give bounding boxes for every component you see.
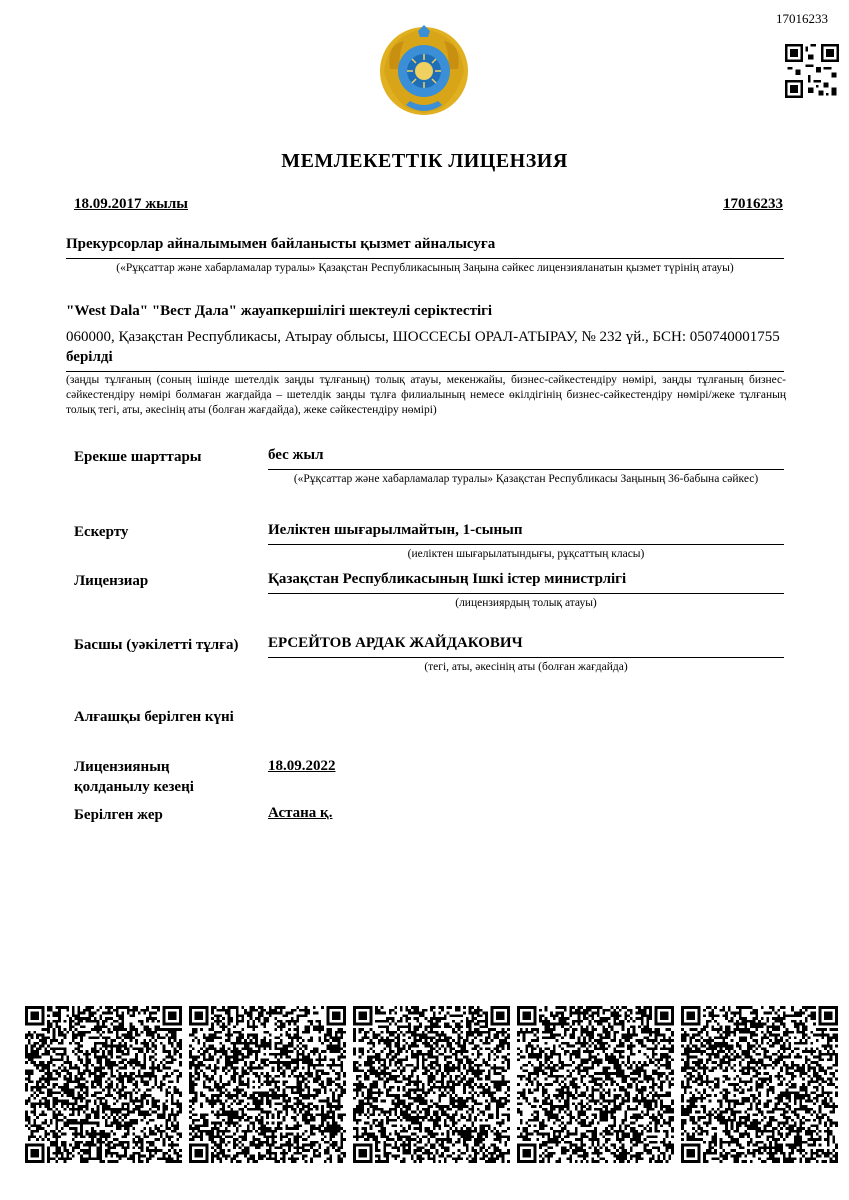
qr-code-icon — [353, 1006, 510, 1163]
qr-code-icon — [517, 1006, 674, 1163]
head-note: (тегі, аты, әкесінің аты (болған жағдайда) — [424, 661, 628, 673]
head-label: Басшы (уәкілетті тұлға) — [74, 637, 239, 653]
remark-rule — [268, 544, 784, 545]
activity-rule — [66, 258, 784, 259]
activity-note: («Рұқсаттар және хабарламалар туралы» Қазақстан Республикасының Заңына сәйкес лицензияланатын қызмет түрінің атауы) — [116, 262, 734, 274]
remark-label: Ескерту — [74, 524, 129, 540]
issue-date: 18.09.2017 жылы — [74, 196, 188, 212]
qr-code-icon — [25, 1006, 182, 1163]
place-label: Берілген жер — [74, 807, 163, 823]
state-emblem-icon — [378, 25, 470, 117]
footer-qr-codes — [25, 1006, 838, 1163]
head-value: ЕРСЕЙТОВ АРДАК ЖАЙДАКОВИЧ — [268, 635, 523, 651]
licensor-value: Қазақстан Республикасының Ішкі істер министрлігі — [268, 571, 627, 587]
remark-note: (иеліктен шығарылатындығы, рұқсаттың класы) — [407, 548, 645, 560]
activity-type: Прекурсорлар айналымымен байланысты қызмет айналысуға — [66, 236, 496, 252]
licensor-label: Лицензиар — [74, 573, 149, 589]
licensee-issued-word: берілді — [66, 349, 113, 365]
qr-code-icon — [189, 1006, 346, 1163]
licensee-rule — [66, 371, 784, 372]
remark-value: Иеліктен шығарылмайтын, 1-сынып — [268, 522, 523, 538]
qr-code-icon — [785, 44, 839, 98]
validity-label-line1: Лицензияның — [74, 759, 170, 775]
special-conditions-note: («Рұқсаттар және хабарламалар туралы» Қазақстан Республикасы Заңының 36-бабына сәйкес) — [293, 473, 759, 485]
place-value: Астана қ. — [268, 805, 333, 821]
special-conditions-label: Ерекше шарттары — [74, 449, 202, 465]
licensee-address-block — [66, 327, 786, 367]
validity-label-line2: қолданылу кезеңі — [74, 779, 194, 795]
licensee-address: 060000, Қазақстан Республикасы, Атырау облысы, ШОССЕСЫ ОРАЛ-АТЫРАУ, № 232 үй., БСН: 050740001755 — [66, 329, 780, 345]
first-issue-label: Алғашқы берілген күні — [74, 709, 234, 725]
head-rule — [268, 657, 784, 658]
special-conditions-rule — [268, 469, 784, 470]
license-number: 17016233 — [723, 196, 783, 212]
licensor-rule — [268, 593, 784, 594]
document-title: МЕМЛЕКЕТТІК ЛИЦЕНЗИЯ — [281, 150, 568, 172]
licensor-note: (лицензиярдың толық атауы) — [455, 597, 597, 609]
licensee-name: "West Dala" "Вест Дала" жауапкершілігі шектеулі серіктестігі — [66, 303, 493, 319]
licensee-note: (заңды тұлғаның (соның ішінде шетелдік заңды тұлғаның) толық атауы, мекенжайы, бизнес-сәйкестендіру нөмірі, заңды тұлғаның бизнес-сәйкестендіру нөмірі болмаған жағдайда – шетелдік заңды тұлға филиалының немесе өкілдігінің бизнес-сәйкестендіру нөмірі/жеке тұлғаның толық тегі, аты, әкесінің аты (болған жағдайда), жеке сәйкестендіру нөмірі) — [66, 374, 786, 416]
special-conditions-value: бес жыл — [268, 447, 324, 463]
validity-label — [74, 757, 194, 797]
validity-value: 18.09.2022 — [268, 758, 336, 774]
document-number: 17016233 — [776, 11, 828, 26]
qr-code-icon — [681, 1006, 838, 1163]
